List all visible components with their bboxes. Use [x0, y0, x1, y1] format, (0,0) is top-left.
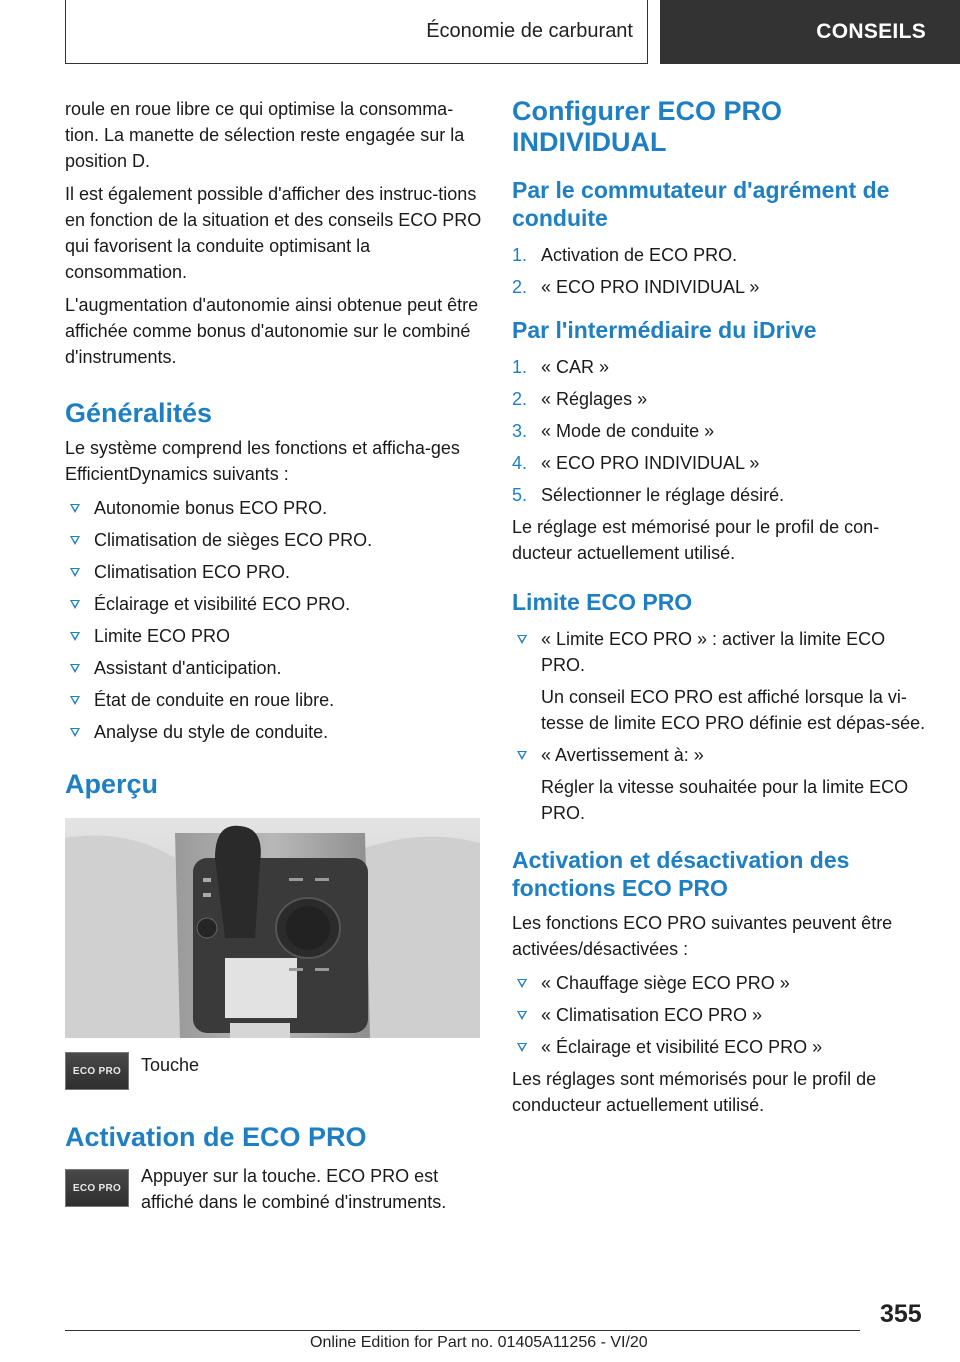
activation-instruction — [65, 1163, 485, 1215]
section-title: Économie de carburant — [426, 20, 633, 42]
triangle-bullet-icon — [70, 728, 80, 737]
closing-text: Les réglages sont mémorisés pour le profil de conducteur actuellement utilisé. — [512, 1069, 877, 1115]
limite-heading: Limite ECO PRO — [512, 589, 693, 615]
list-item: Limite ECO PRO — [65, 623, 485, 649]
intro-paragraph-3: L'augmentation d'autonomie ainsi obtenue peut être affichée comme bonus d'autonomie sur le combiné d'instruments. — [65, 295, 479, 367]
eco-pro-button-icon: ECO PRO — [65, 1052, 129, 1090]
triangle-bullet-icon — [70, 568, 80, 577]
activation-list — [512, 970, 932, 1060]
eco-pro-button-icon: ECO PRO — [65, 1169, 129, 1207]
commutateur-heading: Par le commutateur d'agrément de conduite — [512, 177, 890, 231]
edition-text: Online Edition for Part no. 01405A11256 - VI/20 — [310, 1334, 648, 1351]
generalites-heading: Généralités — [65, 398, 213, 428]
triangle-bullet-icon — [517, 1043, 527, 1052]
triangle-bullet-icon — [70, 504, 80, 513]
triangle-bullet-icon — [70, 664, 80, 673]
chapter-title: CONSEILS — [816, 20, 926, 43]
idrive-steps — [512, 354, 932, 508]
touche-label: Touche — [141, 1055, 200, 1075]
triangle-bullet-icon — [70, 632, 80, 641]
intro-paragraph-1: roule en roue libre ce qui optimise la consomma-tion. La manette de sélection reste engagée sur la position D. — [65, 99, 465, 171]
list-item: 2. « ECO PRO INDIVIDUAL » — [512, 277, 760, 297]
triangle-bullet-icon — [70, 600, 80, 609]
list-item: « Avertissement à: » Régler la vitesse souhaitée pour la limite ECO PRO. — [512, 742, 932, 826]
activation-desactivation-heading: Activation et désactivation des fonctions ECO PRO — [512, 847, 850, 901]
generalites-intro: Le système comprend les fonctions et afficha-ges EfficientDynamics suivants : — [65, 438, 460, 484]
list-item: Climatisation de sièges ECO PRO. — [65, 527, 485, 553]
list-item: Autonomie bonus ECO PRO. — [65, 495, 485, 521]
triangle-bullet-icon — [517, 751, 527, 760]
touche-legend — [65, 1052, 485, 1090]
list-item: 5. Sélectionner le réglage désiré. — [512, 485, 785, 505]
intro-paragraph-2: Il est également possible d'afficher des instruc-tions en fonction de la situation et des conseils ECO PRO qui favorisent la conduite optimisant la consommation. — [65, 184, 482, 282]
list-item: Éclairage et visibilité ECO PRO. — [65, 591, 485, 617]
apercu-heading: Aperçu — [65, 769, 159, 799]
limite-list — [512, 626, 932, 826]
list-item: 1. Activation de ECO PRO. — [512, 245, 738, 265]
center-console-illustration — [65, 818, 480, 1038]
left-column — [65, 96, 485, 1215]
list-item: « Limite ECO PRO » : activer la limite ECO PRO. Un conseil ECO PRO est affiché lorsque la vi-tesse de limite ECO PRO définie est dépas-sée. — [512, 626, 932, 736]
list-item: Assistant d'anticipation. — [65, 655, 485, 681]
triangle-bullet-icon — [517, 1011, 527, 1020]
list-item: État de conduite en roue libre. — [65, 687, 485, 713]
list-item: 1. « CAR » — [512, 357, 610, 377]
activation-intro: Les fonctions ECO PRO suivantes peuvent être activées/désactivées : — [512, 913, 893, 959]
memorise-text: Le réglage est mémorisé pour le profil de con-ducteur actuellement utilisé. — [512, 517, 880, 563]
activation-heading: Activation de ECO PRO — [65, 1122, 367, 1152]
triangle-bullet-icon — [517, 635, 527, 644]
section-header — [65, 0, 648, 64]
list-item: 2. « Réglages » — [512, 389, 648, 409]
chapter-header — [660, 0, 960, 64]
configurer-heading: Configurer ECO PRO INDIVIDUAL — [512, 96, 783, 157]
list-item: Analyse du style de conduite. — [65, 719, 485, 745]
activation-text: Appuyer sur la touche. ECO PRO est affiché dans le combiné d'instruments. — [141, 1166, 447, 1212]
center-console-photo — [65, 818, 480, 1038]
list-item: 4. « ECO PRO INDIVIDUAL » — [512, 453, 760, 473]
triangle-bullet-icon — [70, 536, 80, 545]
list-item: Climatisation ECO PRO. — [65, 559, 485, 585]
footer-divider — [65, 1330, 860, 1331]
list-item: 3. « Mode de conduite » — [512, 421, 715, 441]
list-item: « Climatisation ECO PRO » — [512, 1002, 932, 1028]
list-item: « Chauffage siège ECO PRO » — [512, 970, 932, 996]
generalites-list — [65, 495, 485, 745]
page-number: 355 — [880, 1300, 922, 1328]
triangle-bullet-icon — [70, 696, 80, 705]
list-item: « Éclairage et visibilité ECO PRO » — [512, 1034, 932, 1060]
right-column — [512, 96, 932, 1118]
idrive-heading: Par l'intermédiaire du iDrive — [512, 317, 817, 343]
triangle-bullet-icon — [517, 979, 527, 988]
commutateur-steps — [512, 242, 932, 300]
